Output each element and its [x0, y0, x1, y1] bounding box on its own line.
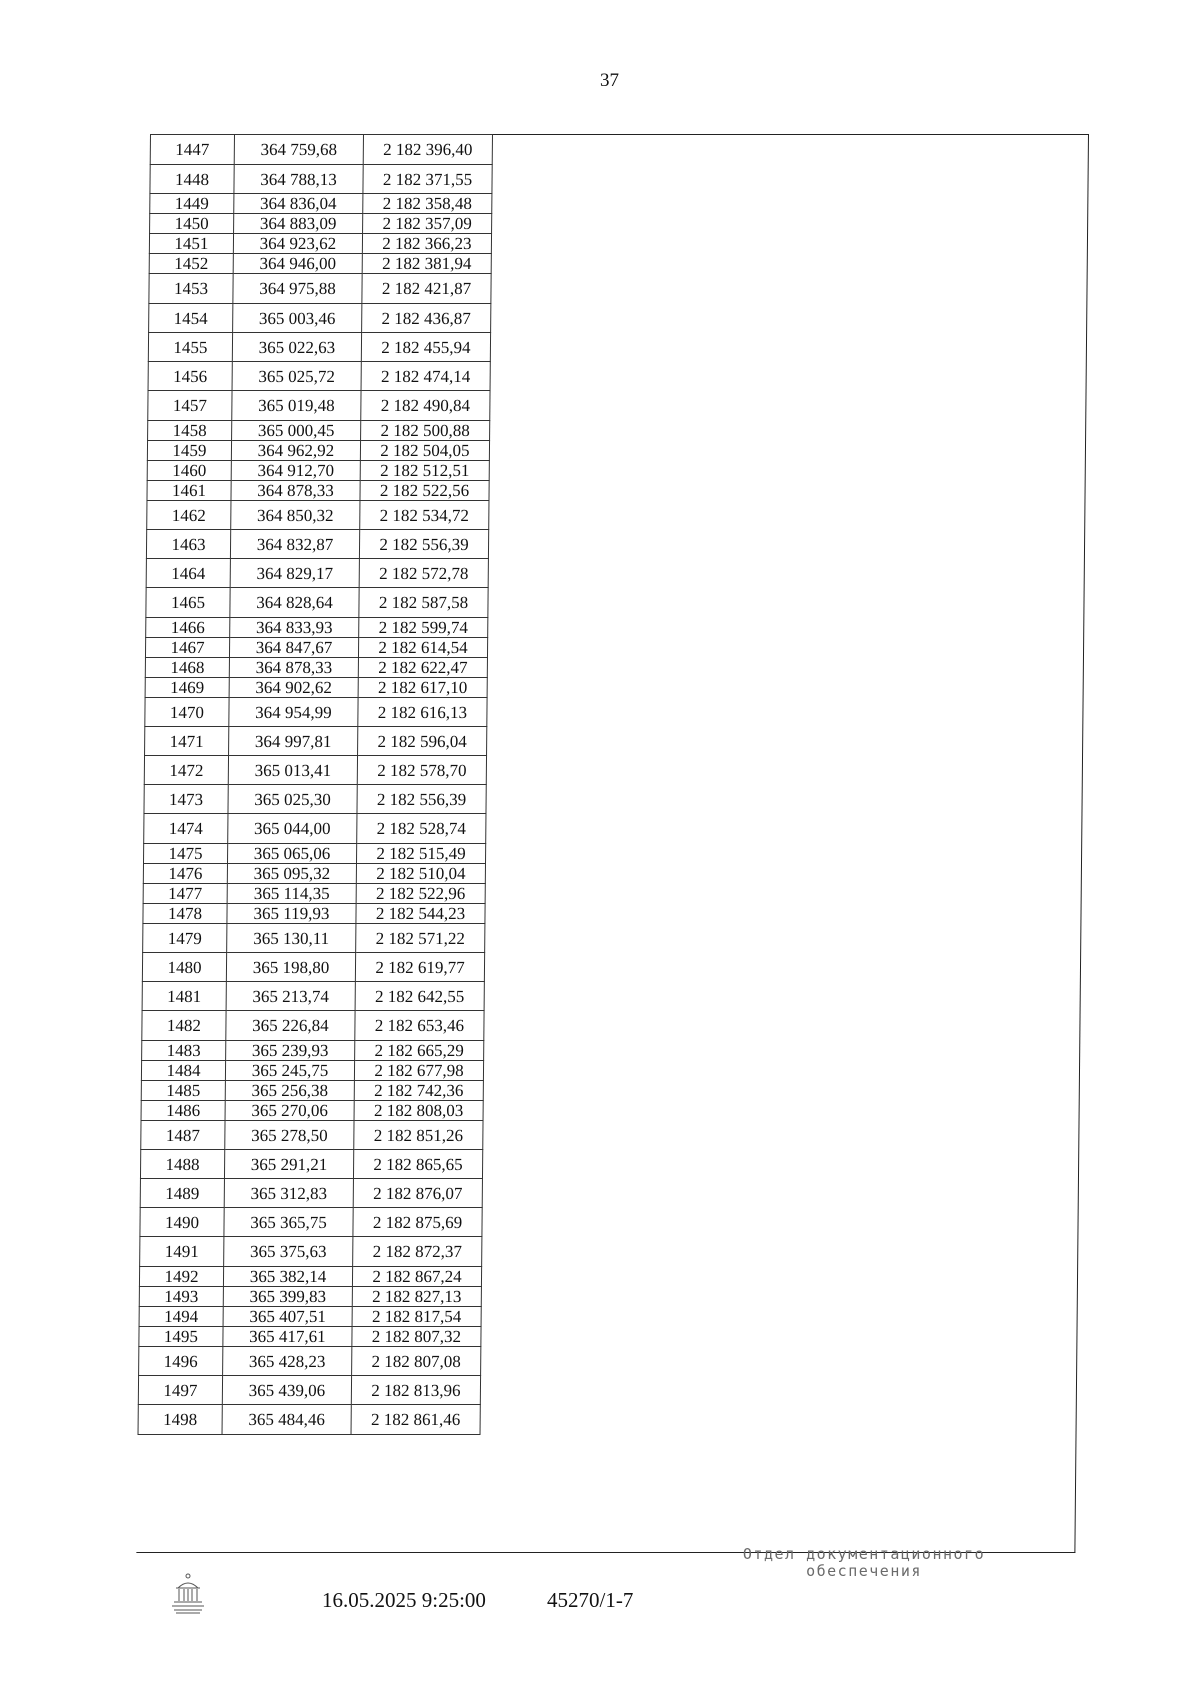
y-coordinate-cell: 2 182 556,39 [357, 785, 486, 814]
table-row [148, 421, 490, 441]
table-row [146, 559, 488, 588]
y-coordinate-cell: 2 182 653,46 [355, 1011, 484, 1041]
x-coordinate-cell: 365 399,83 [223, 1287, 352, 1307]
point-number-cell: 1463 [146, 530, 230, 559]
x-coordinate-cell: 364 923,62 [233, 234, 362, 254]
table-row [143, 844, 485, 864]
y-coordinate-cell: 2 182 455,94 [361, 333, 490, 362]
y-coordinate-cell: 2 182 587,58 [359, 588, 488, 618]
x-coordinate-cell: 365 428,23 [223, 1347, 352, 1376]
table-row [144, 785, 486, 814]
y-coordinate-cell: 2 182 534,72 [360, 501, 489, 530]
table-row [149, 274, 491, 304]
table-row [147, 501, 489, 530]
table-row [145, 638, 487, 658]
y-coordinate-cell: 2 182 544,23 [356, 904, 485, 924]
department-stamp [728, 1546, 1000, 1581]
point-number-cell: 1489 [140, 1179, 224, 1208]
point-number-cell: 1453 [149, 274, 233, 304]
x-coordinate-cell: 364 946,00 [233, 254, 362, 274]
point-number-cell: 1492 [139, 1267, 223, 1287]
y-coordinate-cell: 2 182 528,74 [357, 814, 486, 844]
point-number-cell: 1447 [150, 135, 234, 165]
x-coordinate-cell: 365 256,38 [225, 1081, 354, 1101]
x-coordinate-cell: 365 407,51 [223, 1307, 352, 1327]
y-coordinate-cell: 2 182 522,96 [356, 884, 485, 904]
point-number-cell: 1473 [144, 785, 228, 814]
point-number-cell: 1495 [139, 1327, 223, 1347]
point-number-cell: 1481 [142, 982, 226, 1011]
point-number-cell: 1493 [139, 1287, 223, 1307]
table-row [141, 1061, 483, 1081]
table-row [146, 618, 488, 638]
y-coordinate-cell: 2 182 665,29 [355, 1041, 484, 1061]
x-coordinate-cell: 365 065,06 [227, 844, 356, 864]
y-coordinate-cell: 2 182 357,09 [363, 214, 492, 234]
point-number-cell: 1460 [147, 461, 231, 481]
table-row [138, 1405, 480, 1435]
x-coordinate-cell: 365 291,21 [224, 1150, 353, 1179]
point-number-cell: 1455 [148, 333, 232, 362]
x-coordinate-cell: 364 850,32 [231, 501, 360, 530]
x-coordinate-cell: 365 417,61 [223, 1327, 352, 1347]
point-number-cell: 1468 [145, 658, 229, 678]
point-number-cell: 1449 [150, 194, 234, 214]
x-coordinate-cell: 364 788,13 [234, 165, 363, 194]
x-coordinate-cell: 365 044,00 [228, 814, 357, 844]
table-row [139, 1327, 481, 1347]
y-coordinate-cell: 2 182 366,23 [362, 234, 491, 254]
x-coordinate-cell: 365 439,06 [222, 1376, 351, 1405]
table-row [150, 165, 492, 194]
y-coordinate-cell: 2 182 807,08 [352, 1347, 481, 1376]
table-row [146, 588, 488, 618]
table-row [145, 658, 487, 678]
x-coordinate-cell: 365 130,11 [227, 924, 356, 953]
table-row [147, 481, 489, 501]
point-number-cell: 1491 [140, 1237, 224, 1267]
point-number-cell: 1490 [140, 1208, 224, 1237]
table-row [140, 1150, 482, 1179]
y-coordinate-cell: 2 182 396,40 [363, 135, 492, 165]
point-number-cell: 1450 [150, 214, 234, 234]
y-coordinate-cell: 2 182 851,26 [354, 1121, 483, 1150]
x-coordinate-cell: 364 878,33 [229, 658, 358, 678]
x-coordinate-cell: 365 382,14 [223, 1267, 352, 1287]
y-coordinate-cell: 2 182 742,36 [354, 1081, 483, 1101]
point-number-cell: 1451 [149, 234, 233, 254]
y-coordinate-cell: 2 182 807,32 [352, 1327, 481, 1347]
y-coordinate-cell: 2 182 572,78 [359, 559, 488, 588]
y-coordinate-cell: 2 182 677,98 [354, 1061, 483, 1081]
table-row [139, 1287, 481, 1307]
point-number-cell: 1474 [144, 814, 228, 844]
table-row [141, 1081, 483, 1101]
table-row [148, 362, 490, 391]
point-number-cell: 1484 [141, 1061, 225, 1081]
x-coordinate-cell: 365 025,30 [228, 785, 357, 814]
y-coordinate-cell: 2 182 876,07 [353, 1179, 482, 1208]
y-coordinate-cell: 2 182 512,51 [360, 461, 489, 481]
table-row [141, 1101, 483, 1121]
x-coordinate-cell: 365 198,80 [226, 953, 355, 982]
point-number-cell: 1464 [146, 559, 230, 588]
x-coordinate-cell: 364 878,33 [231, 481, 360, 501]
point-number-cell: 1479 [143, 924, 227, 953]
table-row [140, 1208, 482, 1237]
x-coordinate-cell: 365 312,83 [224, 1179, 353, 1208]
point-number-cell: 1466 [146, 618, 230, 638]
point-number-cell: 1459 [147, 441, 231, 461]
point-number-cell: 1470 [145, 698, 229, 727]
x-coordinate-cell: 365 003,46 [233, 304, 362, 333]
x-coordinate-cell: 365 022,63 [232, 333, 361, 362]
x-coordinate-cell: 365 019,48 [232, 391, 361, 421]
point-number-cell: 1458 [148, 421, 232, 441]
point-number-cell: 1488 [140, 1150, 224, 1179]
x-coordinate-cell: 365 119,93 [227, 904, 356, 924]
point-number-cell: 1478 [143, 904, 227, 924]
table-row [140, 1237, 482, 1267]
table-row [149, 234, 491, 254]
table-row [150, 135, 492, 165]
x-coordinate-cell: 364 962,92 [231, 441, 360, 461]
stamp-line-1: Отдел документационного [742, 1545, 986, 1563]
y-coordinate-cell: 2 182 504,05 [360, 441, 489, 461]
y-coordinate-cell: 2 182 500,88 [361, 421, 490, 441]
y-coordinate-cell: 2 182 619,77 [355, 953, 484, 982]
point-number-cell: 1467 [145, 638, 229, 658]
stamp-line-2: обеспечения [806, 1562, 922, 1581]
point-number-cell: 1448 [150, 165, 234, 194]
table-row [142, 1041, 484, 1061]
x-coordinate-cell: 364 954,99 [229, 698, 358, 727]
y-coordinate-cell: 2 182 872,37 [353, 1237, 482, 1267]
x-coordinate-cell: 364 833,93 [230, 618, 359, 638]
y-coordinate-cell: 2 182 875,69 [353, 1208, 482, 1237]
table-row [143, 864, 485, 884]
table-row [142, 982, 484, 1011]
table-row [139, 1307, 481, 1327]
table-row [148, 333, 490, 362]
y-coordinate-cell: 2 182 614,54 [358, 638, 487, 658]
y-coordinate-cell: 2 182 861,46 [351, 1405, 480, 1435]
y-coordinate-cell: 2 182 599,74 [359, 618, 488, 638]
point-number-cell: 1480 [142, 953, 226, 982]
x-coordinate-cell: 364 847,67 [229, 638, 358, 658]
x-coordinate-cell: 365 013,41 [228, 756, 357, 785]
x-coordinate-cell: 365 213,74 [226, 982, 355, 1011]
point-number-cell: 1472 [144, 756, 228, 785]
table-row [150, 194, 492, 214]
point-number-cell: 1482 [142, 1011, 226, 1041]
table-row [141, 1121, 483, 1150]
x-coordinate-cell: 365 239,93 [226, 1041, 355, 1061]
y-coordinate-cell: 2 182 808,03 [354, 1101, 483, 1121]
footer-document-code: 45270/1-7 [547, 1588, 634, 1612]
table-row [150, 214, 492, 234]
y-coordinate-cell: 2 182 867,24 [352, 1267, 481, 1287]
point-number-cell: 1485 [141, 1081, 225, 1101]
table-row [142, 953, 484, 982]
x-coordinate-cell: 364 759,68 [234, 135, 363, 165]
y-coordinate-cell: 2 182 817,54 [352, 1307, 481, 1327]
y-coordinate-cell: 2 182 490,84 [361, 391, 490, 421]
point-number-cell: 1471 [145, 727, 229, 756]
table-row [147, 441, 489, 461]
y-coordinate-cell: 2 182 617,10 [358, 678, 487, 698]
table-row [144, 814, 486, 844]
table-row [139, 1347, 481, 1376]
x-coordinate-cell: 365 278,50 [225, 1121, 354, 1150]
x-coordinate-cell: 364 975,88 [233, 274, 362, 304]
point-number-cell: 1465 [146, 588, 230, 618]
y-coordinate-cell: 2 182 865,65 [353, 1150, 482, 1179]
y-coordinate-cell: 2 182 571,22 [356, 924, 485, 953]
x-coordinate-cell: 365 365,75 [224, 1208, 353, 1237]
y-coordinate-cell: 2 182 371,55 [363, 165, 492, 194]
y-coordinate-cell: 2 182 642,55 [355, 982, 484, 1011]
table-row [149, 254, 491, 274]
table-row [145, 698, 487, 727]
y-coordinate-cell: 2 182 436,87 [362, 304, 491, 333]
y-coordinate-cell: 2 182 510,04 [356, 864, 485, 884]
y-coordinate-cell: 2 182 813,96 [351, 1376, 480, 1405]
y-coordinate-cell: 2 182 616,13 [358, 698, 487, 727]
y-coordinate-cell: 2 182 827,13 [352, 1287, 481, 1307]
table-row [138, 1376, 480, 1405]
point-number-cell: 1483 [142, 1041, 226, 1061]
point-number-cell: 1469 [145, 678, 229, 698]
x-coordinate-cell: 365 484,46 [222, 1405, 351, 1435]
coordinates-table [138, 134, 493, 1435]
x-coordinate-cell: 365 114,35 [227, 884, 356, 904]
footer-datetime: 16.05.2025 9:25:00 [322, 1588, 486, 1612]
point-number-cell: 1497 [138, 1376, 222, 1405]
point-number-cell: 1486 [141, 1101, 225, 1121]
building-emblem-icon [168, 1572, 208, 1616]
x-coordinate-cell: 365 025,72 [232, 362, 361, 391]
table-row [144, 756, 486, 785]
point-number-cell: 1496 [139, 1347, 223, 1376]
x-coordinate-cell: 365 226,84 [226, 1011, 355, 1041]
point-number-cell: 1475 [143, 844, 227, 864]
table-row [148, 391, 490, 421]
point-number-cell: 1461 [147, 481, 231, 501]
point-number-cell: 1452 [149, 254, 233, 274]
y-coordinate-cell: 2 182 522,56 [360, 481, 489, 501]
table-row [143, 904, 485, 924]
x-coordinate-cell: 364 836,04 [234, 194, 363, 214]
table-row [149, 304, 491, 333]
x-coordinate-cell: 364 832,87 [230, 530, 359, 559]
point-number-cell: 1462 [147, 501, 231, 530]
point-number-cell: 1476 [143, 864, 227, 884]
x-coordinate-cell: 364 997,81 [229, 727, 358, 756]
x-coordinate-cell: 365 375,63 [224, 1237, 353, 1267]
y-coordinate-cell: 2 182 381,94 [362, 254, 491, 274]
point-number-cell: 1456 [148, 362, 232, 391]
point-number-cell: 1498 [138, 1405, 222, 1435]
x-coordinate-cell: 365 245,75 [225, 1061, 354, 1081]
y-coordinate-cell: 2 182 515,49 [356, 844, 485, 864]
y-coordinate-cell: 2 182 421,87 [362, 274, 491, 304]
y-coordinate-cell: 2 182 578,70 [357, 756, 486, 785]
point-number-cell: 1494 [139, 1307, 223, 1327]
table-row [140, 1179, 482, 1208]
page-number: 37 [600, 70, 619, 91]
x-coordinate-cell: 364 828,64 [230, 588, 359, 618]
table-row [147, 461, 489, 481]
x-coordinate-cell: 365 095,32 [227, 864, 356, 884]
y-coordinate-cell: 2 182 358,48 [363, 194, 492, 214]
point-number-cell: 1454 [149, 304, 233, 333]
y-coordinate-cell: 2 182 596,04 [358, 727, 487, 756]
x-coordinate-cell: 365 270,06 [225, 1101, 354, 1121]
point-number-cell: 1477 [143, 884, 227, 904]
table-row [139, 1267, 481, 1287]
x-coordinate-cell: 364 883,09 [234, 214, 363, 234]
x-coordinate-cell: 365 000,45 [232, 421, 361, 441]
point-number-cell: 1457 [148, 391, 232, 421]
point-number-cell: 1487 [141, 1121, 225, 1150]
table-row [145, 678, 487, 698]
y-coordinate-cell: 2 182 622,47 [358, 658, 487, 678]
x-coordinate-cell: 364 902,62 [229, 678, 358, 698]
table-row [143, 924, 485, 953]
table-row [142, 1011, 484, 1041]
table-row [143, 884, 485, 904]
coordinates-table-body [138, 135, 492, 1435]
table-row [146, 530, 488, 559]
table-row [145, 727, 487, 756]
x-coordinate-cell: 364 912,70 [231, 461, 360, 481]
x-coordinate-cell: 364 829,17 [230, 559, 359, 588]
y-coordinate-cell: 2 182 474,14 [361, 362, 490, 391]
y-coordinate-cell: 2 182 556,39 [359, 530, 488, 559]
